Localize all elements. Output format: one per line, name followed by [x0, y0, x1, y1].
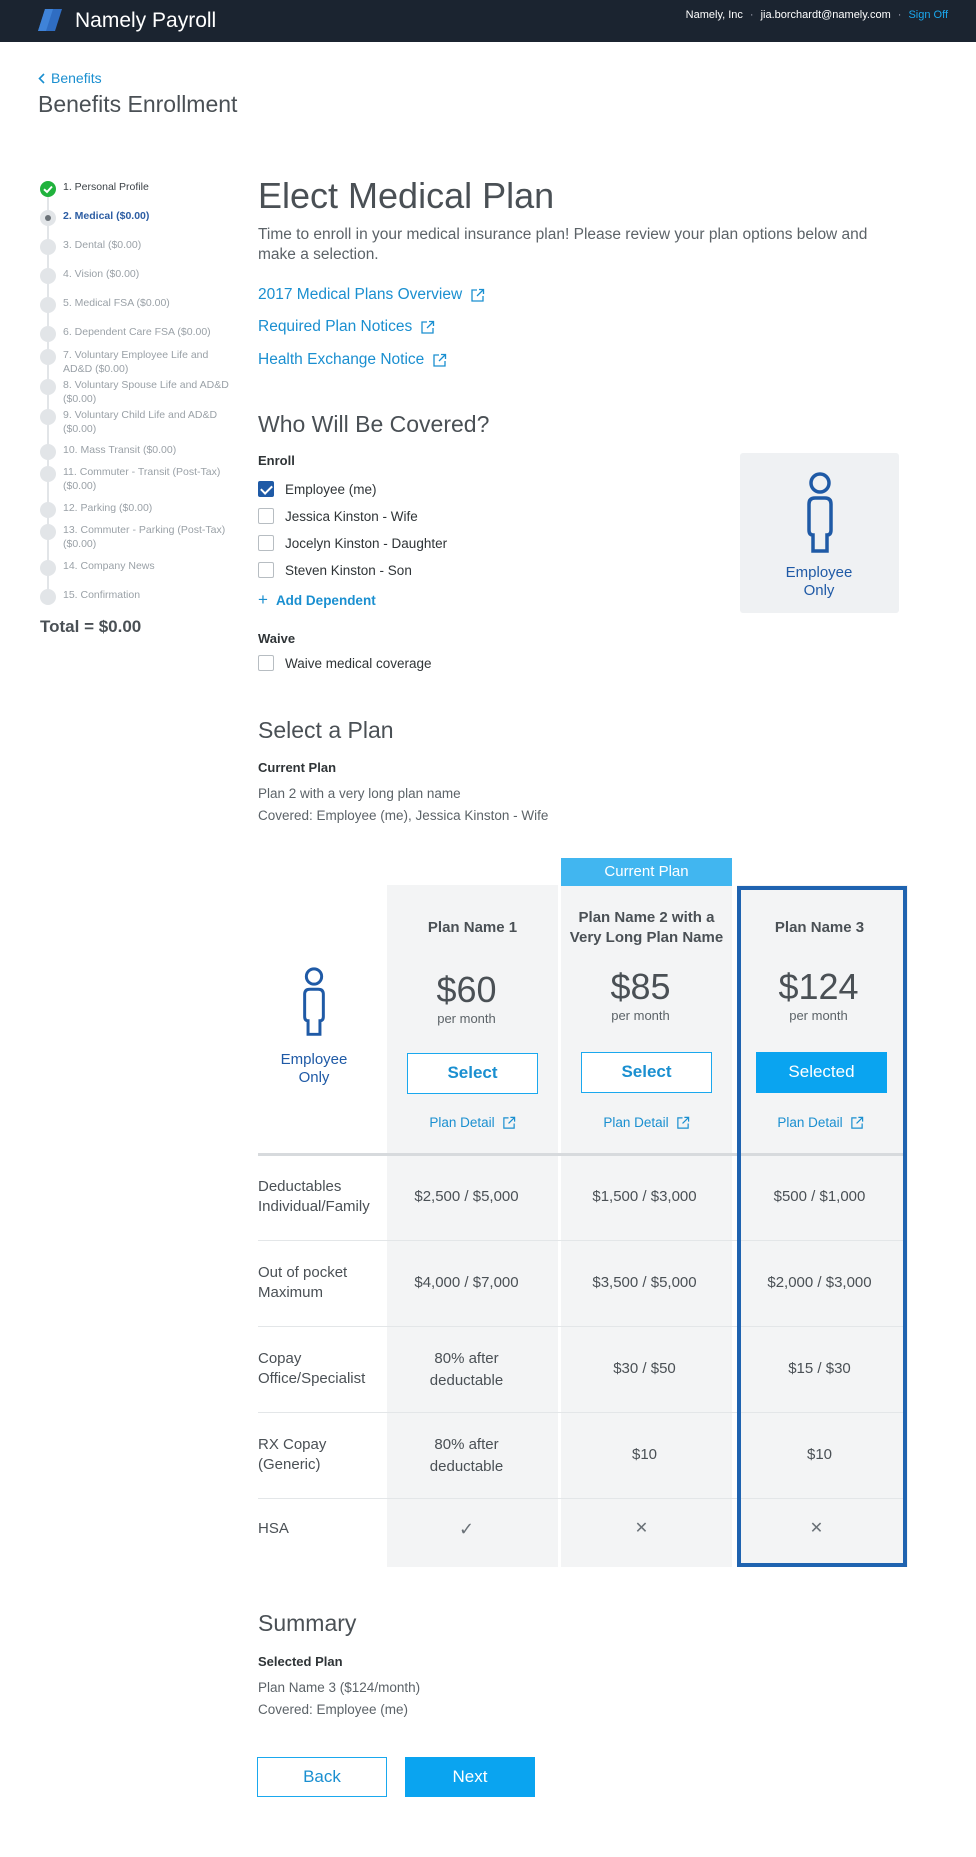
per-month-label: per month: [789, 1008, 848, 1023]
member-label: Jocelyn Kinston - Daughter: [285, 535, 448, 551]
selected-plan-label: Selected Plan: [258, 1654, 343, 1669]
step-label: 10. Mass Transit ($0.00): [63, 444, 177, 456]
select-plan-title: Select a Plan: [258, 717, 394, 743]
plan-detail-1-link[interactable]: [387, 1115, 558, 1130]
plan-price-3: $124: [778, 966, 859, 1007]
table-cell: 80% after deductable: [429, 1436, 504, 1475]
table-cell: $15 / $30: [788, 1360, 851, 1377]
plus-icon: +: [258, 590, 268, 609]
app-brand[interactable]: Namely Payroll: [75, 9, 217, 32]
summary-title: Summary: [258, 1610, 357, 1636]
breadcrumb-benefits[interactable]: Benefits: [51, 70, 102, 86]
coverage-caption: Employee Only: [785, 564, 853, 599]
checkmark-icon: ✓: [458, 1519, 475, 1539]
current-plan-banner: Current Plan: [561, 858, 732, 886]
step-bullet-icon: [40, 379, 56, 395]
enroll-wife-checkbox[interactable]: [258, 508, 418, 524]
link-label: Required Plan Notices: [258, 318, 413, 335]
step-dental[interactable]: [40, 238, 235, 255]
current-plan-name: Plan 2 with a very long plan name: [258, 786, 461, 801]
add-dependent-button[interactable]: [258, 590, 376, 610]
step-bullet-icon: [40, 349, 56, 365]
page-title: Benefits Enrollment: [38, 91, 238, 117]
table-cell: $4,000 / $7,000: [414, 1274, 519, 1291]
waive-option-label: Waive medical coverage: [285, 655, 432, 671]
x-mark-icon: ✕: [809, 1520, 824, 1537]
person-icon: [297, 962, 331, 1042]
step-company-news[interactable]: [40, 559, 235, 576]
external-link-icon: [676, 1116, 690, 1130]
top-bar: [0, 0, 976, 42]
step-label: 5. Medical FSA ($0.00): [63, 297, 170, 309]
step-label: 12. Parking ($0.00): [63, 502, 153, 514]
per-month-label: per month: [611, 1008, 670, 1023]
step-vision[interactable]: [40, 267, 235, 284]
current-plan-label: Current Plan: [258, 760, 337, 775]
step-bullet-icon: [40, 268, 56, 284]
step-spouse-life[interactable]: [40, 378, 235, 406]
waive-coverage-checkbox[interactable]: [258, 655, 432, 671]
table-cell: $3,500 / $5,000: [592, 1274, 697, 1291]
company-name: Namely, Inc: [685, 9, 743, 21]
per-month-label: per month: [437, 1011, 496, 1026]
member-label: Employee (me): [285, 481, 377, 497]
table-cell: 80% after deductable: [429, 1350, 504, 1389]
step-label: 7. Voluntary Employee Life and AD&D ($0.00): [63, 349, 209, 375]
current-step-icon: [40, 210, 56, 226]
selected-plan-value: Plan Name 3 ($124/month): [258, 1680, 421, 1695]
select-plan-2-button[interactable]: Select: [581, 1052, 712, 1093]
step-label: 8. Voluntary Spouse Life and AD&D ($0.00): [63, 379, 229, 405]
separator: ·: [897, 9, 902, 21]
enroll-employee-checkbox[interactable]: [258, 481, 377, 497]
table-cell: $500 / $1,000: [773, 1188, 866, 1205]
table-cell: $1,500 / $3,000: [592, 1188, 697, 1205]
row-label-out-of-pocket: Out of pocket Maximum: [258, 1264, 348, 1301]
sign-off-link[interactable]: Sign Off: [908, 9, 948, 21]
total-cost: Total = $0.00: [40, 617, 142, 636]
row-label-deductables: Deductables Individual/Family: [258, 1178, 370, 1215]
section-title: Elect Medical Plan: [258, 175, 555, 216]
step-label: 15. Confirmation: [63, 589, 141, 601]
external-link-icon: [420, 320, 435, 335]
step-bullet-icon: [40, 502, 56, 518]
required-plan-notices-link[interactable]: [258, 318, 435, 336]
account-bar: [686, 9, 948, 21]
checkbox-checked-icon[interactable]: [258, 481, 274, 497]
waive-label: Waive: [258, 631, 296, 646]
breadcrumb[interactable]: [38, 70, 102, 86]
coverage-title: Who Will Be Covered?: [258, 411, 490, 437]
link-label: Health Exchange Notice: [258, 351, 425, 368]
select-plan-1-button[interactable]: Select: [407, 1053, 538, 1094]
link-label: 2017 Medical Plans Overview: [258, 286, 463, 303]
step-medical-fsa[interactable]: [40, 296, 235, 313]
step-bullet-icon: [40, 560, 56, 576]
row-label-rx-copay: RX Copay (Generic): [258, 1436, 327, 1473]
member-label: Jessica Kinston - Wife: [285, 508, 418, 524]
step-medical[interactable]: [40, 209, 235, 226]
checkbox-icon[interactable]: [258, 535, 274, 551]
step-dependent-care-fsa[interactable]: [40, 325, 235, 342]
step-mass-transit[interactable]: [40, 443, 235, 460]
step-label: 6. Dependent Care FSA ($0.00): [63, 326, 211, 338]
step-bullet-icon: [40, 524, 56, 540]
step-bullet-icon: [40, 239, 56, 255]
plan-price-1: $60: [436, 969, 497, 1010]
back-button[interactable]: Back: [257, 1757, 387, 1797]
table-cell: $2,500 / $5,000: [414, 1188, 519, 1205]
step-label: 2. Medical ($0.00): [63, 210, 150, 222]
step-label: 1. Personal Profile: [63, 181, 149, 193]
separator: ·: [749, 9, 754, 21]
enroll-label: Enroll: [258, 453, 295, 468]
checkbox-icon[interactable]: [258, 655, 274, 671]
step-bullet-icon: [40, 297, 56, 313]
step-child-life[interactable]: [40, 408, 235, 436]
enroll-daughter-checkbox[interactable]: [258, 535, 447, 551]
intro-text: Time to enroll in your medical insurance plan! Please review your plan options below and make a selection.: [258, 226, 868, 263]
plan-detail-label: Plan Detail: [777, 1115, 843, 1130]
person-icon: [800, 471, 840, 555]
health-exchange-notice-link[interactable]: [258, 351, 447, 369]
step-bullet-icon: [40, 444, 56, 460]
step-employee-life[interactable]: [40, 348, 235, 376]
row-label-hsa: HSA: [258, 1520, 289, 1537]
table-cell: $2,000 / $3,000: [767, 1274, 872, 1291]
step-label: 9. Voluntary Child Life and AD&D ($0.00): [63, 409, 218, 435]
coverage-summary-card: [740, 453, 899, 613]
step-bullet-icon: [40, 409, 56, 425]
step-bullet-icon: [40, 466, 56, 482]
checkbox-icon[interactable]: [258, 562, 274, 578]
user-email: jia.borchardt@namely.com: [760, 9, 891, 21]
step-label: 11. Commuter - Transit (Post-Tax) ($0.00): [63, 466, 221, 492]
x-mark-icon: ✕: [634, 1520, 649, 1537]
selected-plan-covered: Covered: Employee (me): [258, 1702, 409, 1717]
plan-detail-label: Plan Detail: [429, 1115, 495, 1130]
next-button[interactable]: Next: [405, 1757, 535, 1797]
enroll-son-checkbox[interactable]: [258, 562, 412, 578]
external-link-icon: [502, 1116, 516, 1130]
check-circle-icon: [40, 181, 56, 197]
current-plan-covered: Covered: Employee (me), Jessica Kinston - Wife: [258, 808, 549, 823]
member-label: Steven Kinston - Son: [285, 562, 412, 578]
checkbox-icon[interactable]: [258, 508, 274, 524]
external-link-icon: [432, 353, 447, 368]
add-dependent-label: Add Dependent: [275, 592, 376, 608]
plan-name-2: Plan Name 2 with a Very Long Plan Name: [569, 909, 724, 946]
step-parking[interactable]: [40, 501, 235, 518]
step-label: 3. Dental ($0.00): [63, 239, 142, 251]
chevron-left-icon: [38, 73, 45, 84]
plan-detail-label: Plan Detail: [603, 1115, 669, 1130]
table-cell: $10: [631, 1446, 658, 1463]
step-confirmation[interactable]: [40, 588, 235, 605]
table-cell: $30 / $50: [613, 1360, 676, 1377]
step-bullet-icon: [40, 589, 56, 605]
step-label: 13. Commuter - Parking (Post-Tax) ($0.00): [63, 524, 226, 550]
step-commuter-parking[interactable]: [40, 523, 235, 551]
select-plan-3-button[interactable]: Selected: [756, 1052, 887, 1093]
plan-detail-2-link[interactable]: [561, 1115, 732, 1130]
step-commuter-transit[interactable]: [40, 465, 235, 493]
medical-plans-overview-link[interactable]: [258, 286, 485, 304]
plan-name-3: Plan Name 3: [774, 919, 865, 936]
coverage-caption: Employee Only: [280, 1051, 348, 1086]
step-bullet-icon: [40, 326, 56, 342]
table-cell: $10: [806, 1446, 833, 1463]
step-personal-profile[interactable]: [40, 180, 235, 197]
external-link-icon: [470, 288, 485, 303]
plan-coverage-indicator: [278, 962, 350, 1087]
plan-price-2: $85: [610, 966, 671, 1007]
namely-logo-icon: [37, 8, 63, 32]
plan-name-1: Plan Name 1: [427, 919, 518, 936]
selected-plan-highlight: [737, 886, 907, 1567]
step-label: 4. Vision ($0.00): [63, 268, 140, 280]
step-label: 14. Company News: [63, 560, 155, 572]
row-label-copay: Copay Office/Specialist: [258, 1350, 366, 1387]
